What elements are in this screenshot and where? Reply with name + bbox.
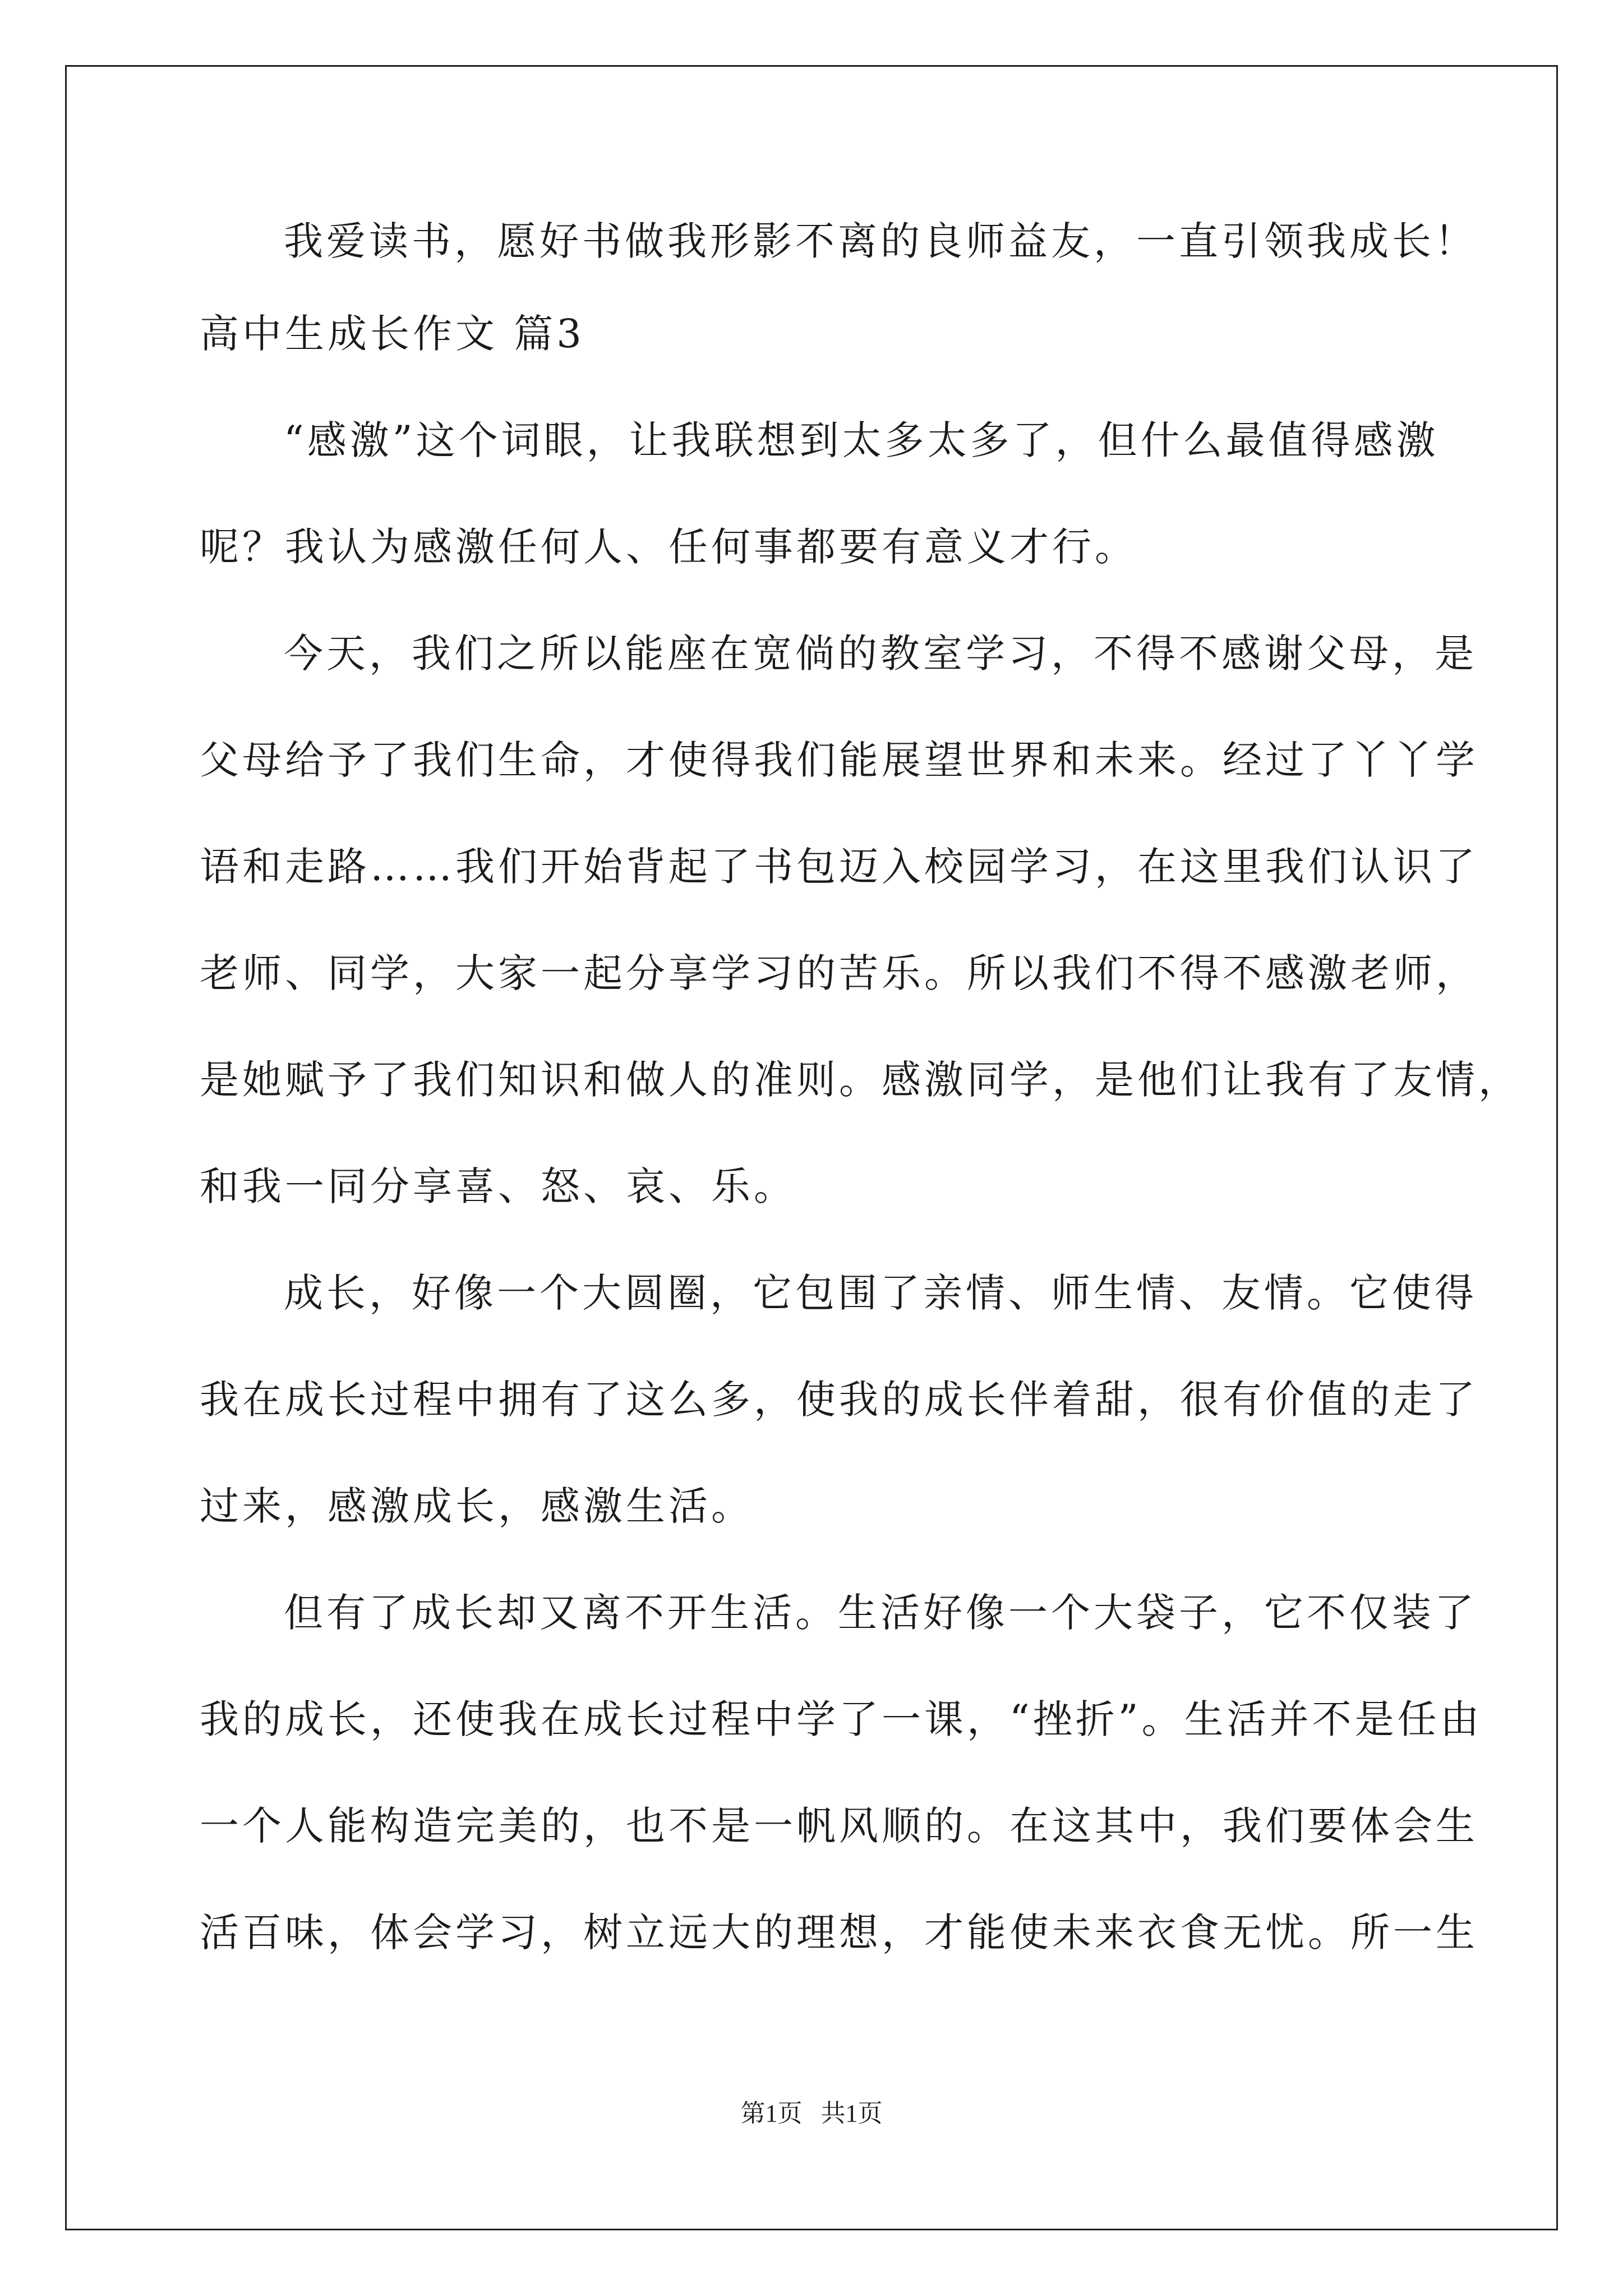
paragraph-line: 我在成长过程中拥有了这么多，使我的成长伴着甜，很有价值的走了 [200,1377,1478,1423]
paragraph-line: 一个人能构造完美的，也不是一帆风顺的。在这其中，我们要体会生 [200,1803,1478,1849]
paragraph-line: 老师、同学，大家一起分享学习的苦乐。所以我们不得不感激老师， [200,950,1478,996]
paragraph-line: 我爱读书，愿好书做我形影不离的良师益友，一直引领我成长！ [284,218,1477,264]
paragraph-line: 和我一同分享喜、怒、哀、乐。 [200,1163,796,1209]
paragraph-line: 语和走路……我们开始背起了书包迈入校园学习，在这里我们认识了 [200,844,1478,890]
paragraph-line: 父母给予了我们生命，才使得我们能展望世界和未来。经过了丫丫学 [200,737,1478,783]
paragraph-line: 过来，感激成长，感激生活。 [200,1483,754,1529]
section-heading: 高中生成长作文 篇3 [200,311,585,357]
paragraph-line: 今天，我们之所以能座在宽倘的教室学习，不得不感谢父母，是 [284,631,1477,677]
document-body [200,202,1521,1986]
paragraph-line: 是她赋予了我们知识和做人的准则。感激同学，是他们让我有了友情， [200,1057,1521,1103]
paragraph-line: “感激”这个词眼，让我联想到太多太多了，但什么最值得感激 [284,417,1439,463]
paragraph-line: 但有了成长却又离不开生活。生活好像一个大袋子，它不仅装了 [284,1590,1477,1636]
paragraph-line: 活百味，体会学习，树立远大的理想，才能使未来衣食无忧。所一生 [200,1910,1478,1955]
paragraph-line: 呢？我认为感激任何人、任何事都要有意义才行。 [200,524,1137,570]
page-footer: 第1页 共1页 [740,2100,883,2127]
paragraph-line: 成长，好像一个大圆圈，它包围了亲情、师生情、友情。它使得 [284,1270,1477,1316]
paragraph-line: 我的成长，还使我在成长过程中学了一课，“挫折”。生活并不是任由 [200,1696,1483,1742]
